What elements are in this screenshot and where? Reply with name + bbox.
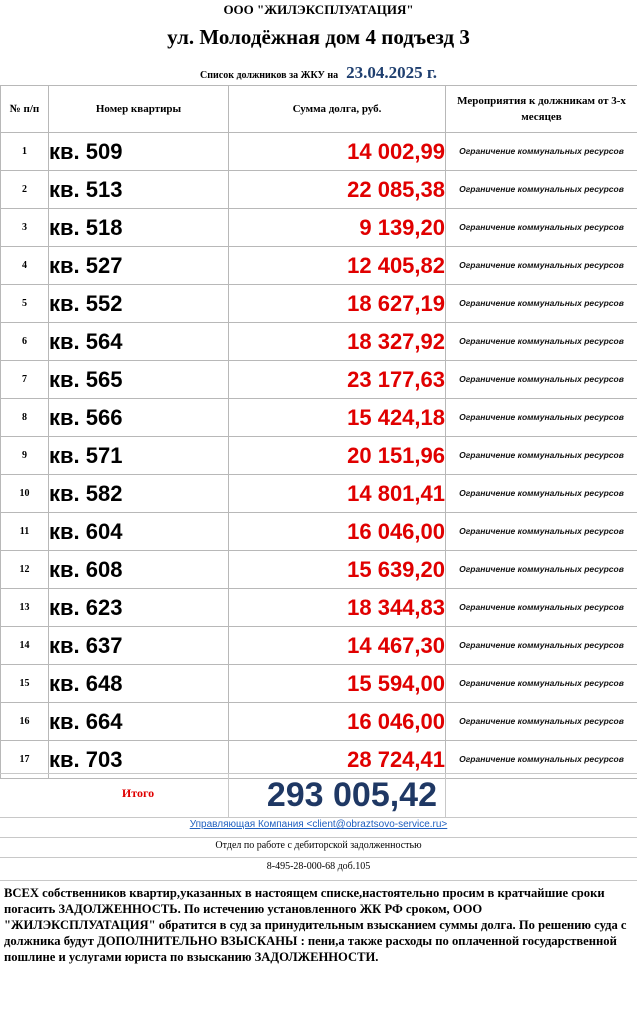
- total-row-bottom-border: [0, 817, 637, 818]
- debt-amount: 14 002,99: [229, 133, 446, 171]
- row-number: 8: [1, 399, 49, 437]
- debt-amount: 23 177,63: [229, 361, 446, 399]
- notice-text: ВСЕХ собственников квартир,указанных в настоящем списке,настоятельно просим в кратчайшие сроки погасить ЗАДОЛЖЕННОСТЬ. По истечению установленного ЖК РФ сроком, ООО "ЖИЛЭКСПЛУАТАЦИЯ" обратится в суд за принудительным взысканием суммы долга. По решению суда с должника будут ДОПОЛНИТЕЛЬНО ВЗЫСКАНЫ : пени,а также расходы по оплаченной государственной пошлине и услугами юриста по взысканию ЗАДОЛЖЕННОСТИ.: [4, 886, 627, 964]
- apartment-number: кв. 565: [49, 361, 229, 399]
- debt-measure: Ограничение коммунальных ресурсов: [446, 589, 637, 627]
- phone-text: 8-495-28-000-68 доб.105: [266, 861, 371, 872]
- table-row: [1, 361, 637, 399]
- table-row: [1, 627, 637, 665]
- debt-amount: 28 724,41: [229, 741, 446, 779]
- row-number: 4: [1, 247, 49, 285]
- debt-amount: 16 046,00: [229, 703, 446, 741]
- footer-divider-1: [0, 837, 637, 838]
- department-text: Отдел по работе с дебиторской задолженностью: [215, 840, 422, 851]
- table-row: [1, 323, 637, 361]
- debt-amount: 15 594,00: [229, 665, 446, 703]
- table-row: [1, 247, 637, 285]
- row-number: 15: [1, 665, 49, 703]
- table-row: [1, 437, 637, 475]
- row-number: 17: [1, 741, 49, 779]
- debt-measure: Ограничение коммунальных ресурсов: [446, 247, 637, 285]
- row-number: 11: [1, 513, 49, 551]
- apartment-number: кв. 527: [49, 247, 229, 285]
- table-header-row: [1, 86, 637, 133]
- apartment-number: кв. 648: [49, 665, 229, 703]
- table-row: [1, 399, 637, 437]
- row-number: 6: [1, 323, 49, 361]
- table-row: [1, 475, 637, 513]
- column-header-apartment: Номер квартиры: [49, 86, 229, 133]
- debt-measure: Ограничение коммунальных ресурсов: [446, 665, 637, 703]
- table-row: [1, 285, 637, 323]
- debt-amount: 12 405,82: [229, 247, 446, 285]
- footer-divider-3: [0, 880, 637, 881]
- debt-measure: Ограничение коммунальных ресурсов: [446, 551, 637, 589]
- row-number: 10: [1, 475, 49, 513]
- debt-measure: Ограничение коммунальных ресурсов: [446, 285, 637, 323]
- row-number: 14: [1, 627, 49, 665]
- apartment-number: кв. 608: [49, 551, 229, 589]
- debt-amount: 9 139,20: [229, 209, 446, 247]
- debt-measure: Ограничение коммунальных ресурсов: [446, 475, 637, 513]
- row-number: 13: [1, 589, 49, 627]
- row-number: 5: [1, 285, 49, 323]
- row-number: 3: [1, 209, 49, 247]
- debt-amount: 18 344,83: [229, 589, 446, 627]
- list-label: Список должников за ЖКУ на: [200, 70, 339, 81]
- row-number: 2: [1, 171, 49, 209]
- table-row: [1, 171, 637, 209]
- apartment-number: кв. 571: [49, 437, 229, 475]
- debt-measure: Ограничение коммунальных ресурсов: [446, 399, 637, 437]
- list-date: 23.04.2025 г.: [346, 63, 437, 82]
- apartment-number: кв. 623: [49, 589, 229, 627]
- apartment-number: кв. 518: [49, 209, 229, 247]
- debt-measure: Ограничение коммунальных ресурсов: [446, 741, 637, 779]
- debt-measure: Ограничение коммунальных ресурсов: [446, 627, 637, 665]
- debt-measure: Ограничение коммунальных ресурсов: [446, 437, 637, 475]
- debt-measure: Ограничение коммунальных ресурсов: [446, 133, 637, 171]
- apartment-number: кв. 604: [49, 513, 229, 551]
- total-label: Итого: [121, 786, 155, 800]
- debt-amount: 20 151,96: [229, 437, 446, 475]
- table-row: [1, 551, 637, 589]
- company-name: ООО "ЖИЛЭКСПЛУАТАЦИЯ": [223, 2, 414, 17]
- row-number: 16: [1, 703, 49, 741]
- debt-measure: Ограничение коммунальных ресурсов: [446, 323, 637, 361]
- table-row: [1, 209, 637, 247]
- row-number: 9: [1, 437, 49, 475]
- debtors-table: [0, 85, 637, 779]
- table-row: [1, 133, 637, 171]
- debt-amount: 18 627,19: [229, 285, 446, 323]
- apartment-number: кв. 564: [49, 323, 229, 361]
- apartment-number: кв. 509: [49, 133, 229, 171]
- list-date-line: [0, 60, 637, 86]
- debt-amount: 14 801,41: [229, 475, 446, 513]
- apartment-number: кв. 552: [49, 285, 229, 323]
- apartment-number: кв. 664: [49, 703, 229, 741]
- debt-measure: Ограничение коммунальных ресурсов: [446, 513, 637, 551]
- table-row: [1, 589, 637, 627]
- table-row: [1, 703, 637, 741]
- debt-measure: Ограничение коммунальных ресурсов: [446, 361, 637, 399]
- apartment-number: кв. 582: [49, 475, 229, 513]
- debt-amount: 16 046,00: [229, 513, 446, 551]
- debt-amount: 18 327,92: [229, 323, 446, 361]
- row-number: 1: [1, 133, 49, 171]
- debt-amount: 15 639,20: [229, 551, 446, 589]
- footer-divider-2: [0, 857, 637, 858]
- column-header-measures: Мероприятия к должникам от 3-х месяцев: [446, 86, 637, 133]
- debt-measure: Ограничение коммунальных ресурсов: [446, 703, 637, 741]
- total-value: 293 005,42: [266, 776, 437, 814]
- debt-amount: 14 467,30: [229, 627, 446, 665]
- apartment-number: кв. 513: [49, 171, 229, 209]
- column-header-number: № п/п: [1, 86, 49, 133]
- apartment-number: кв. 703: [49, 741, 229, 779]
- row-number: 12: [1, 551, 49, 589]
- apartment-number: кв. 637: [49, 627, 229, 665]
- debt-measure: Ограничение коммунальных ресурсов: [446, 209, 637, 247]
- page-title: ул. Молодёжная дом 4 подъезд 3: [167, 25, 470, 49]
- management-company-link[interactable]: Управляющая Компания <client@obraztsovo-service.ru>: [189, 819, 448, 830]
- debt-measure: Ограничение коммунальных ресурсов: [446, 171, 637, 209]
- debt-amount: 15 424,18: [229, 399, 446, 437]
- table-row: [1, 665, 637, 703]
- table-row: [1, 513, 637, 551]
- row-number: 7: [1, 361, 49, 399]
- apartment-number: кв. 566: [49, 399, 229, 437]
- debt-amount: 22 085,38: [229, 171, 446, 209]
- column-header-amount: Сумма долга, руб.: [229, 86, 446, 133]
- total-divider-right: [445, 773, 446, 817]
